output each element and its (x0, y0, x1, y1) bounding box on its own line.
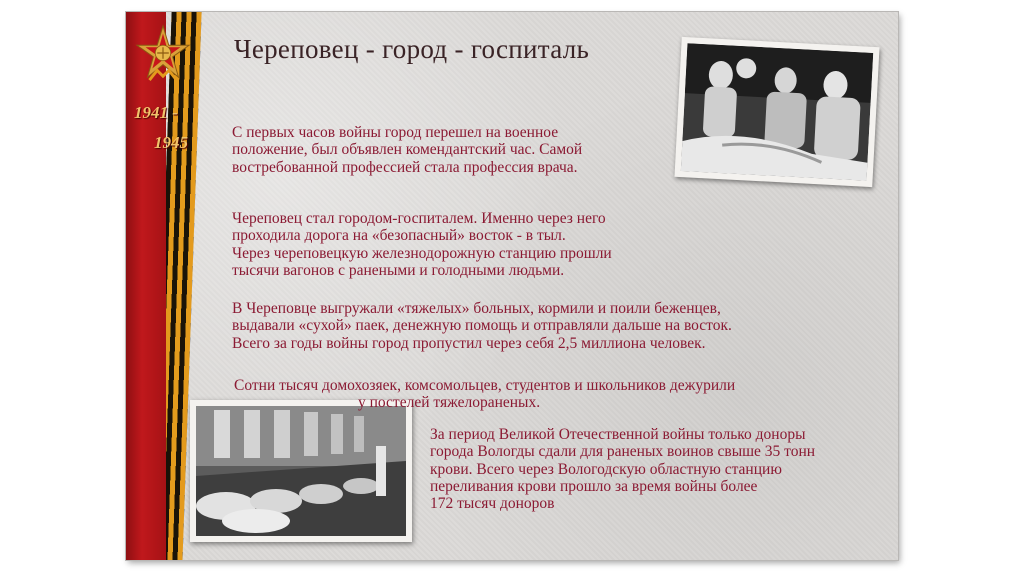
order-star-icon (134, 24, 192, 82)
red-side-band (126, 12, 166, 560)
slide-title: Череповец - город - госпиталь (234, 34, 590, 64)
years-label (134, 98, 188, 158)
surgery-photo (674, 37, 879, 187)
paragraph-5: За период Великой Отечественной войны только доноры города Вологды сдали для раненых воинов свыше 35 тонн крови. Всего через Вологодскую областную станцию переливания крови прошло за время войны более 172 тысяч доноров (430, 426, 816, 513)
year-end: 1945 (154, 133, 188, 152)
ward-photo-image (196, 406, 406, 536)
paragraph-4: Сотни тысяч домохозяек, комсомольцев, студентов и школьников дежурили у постелей тяжелораненых. (234, 377, 736, 412)
slide (126, 12, 898, 560)
year-start: 1941 - (134, 103, 178, 122)
ward-photo (190, 400, 412, 542)
paragraph-3: В Череповце выгружали «тяжелых» больных, кормили и поили беженцев, выдавали «сухой» паек, денежную помощь и отправляли дальше на восток. Всего за годы войны город пропустил через себя 2,5 миллиона человек. (232, 300, 732, 352)
surgery-photo-image (681, 43, 873, 181)
paragraph-1: С первых часов войны город перешел на военное положение, был объявлен комендантский час. Самой востребованной профессией стала профессия врача. (232, 124, 583, 176)
paragraph-2: Череповец стал городом-госпиталем. Именно через него проходила дорога на «безопасный» восток - в тыл. Через череповецкую железнодорожную станцию прошли тысячи вагонов с ранеными и голодными людьми. (232, 210, 612, 279)
